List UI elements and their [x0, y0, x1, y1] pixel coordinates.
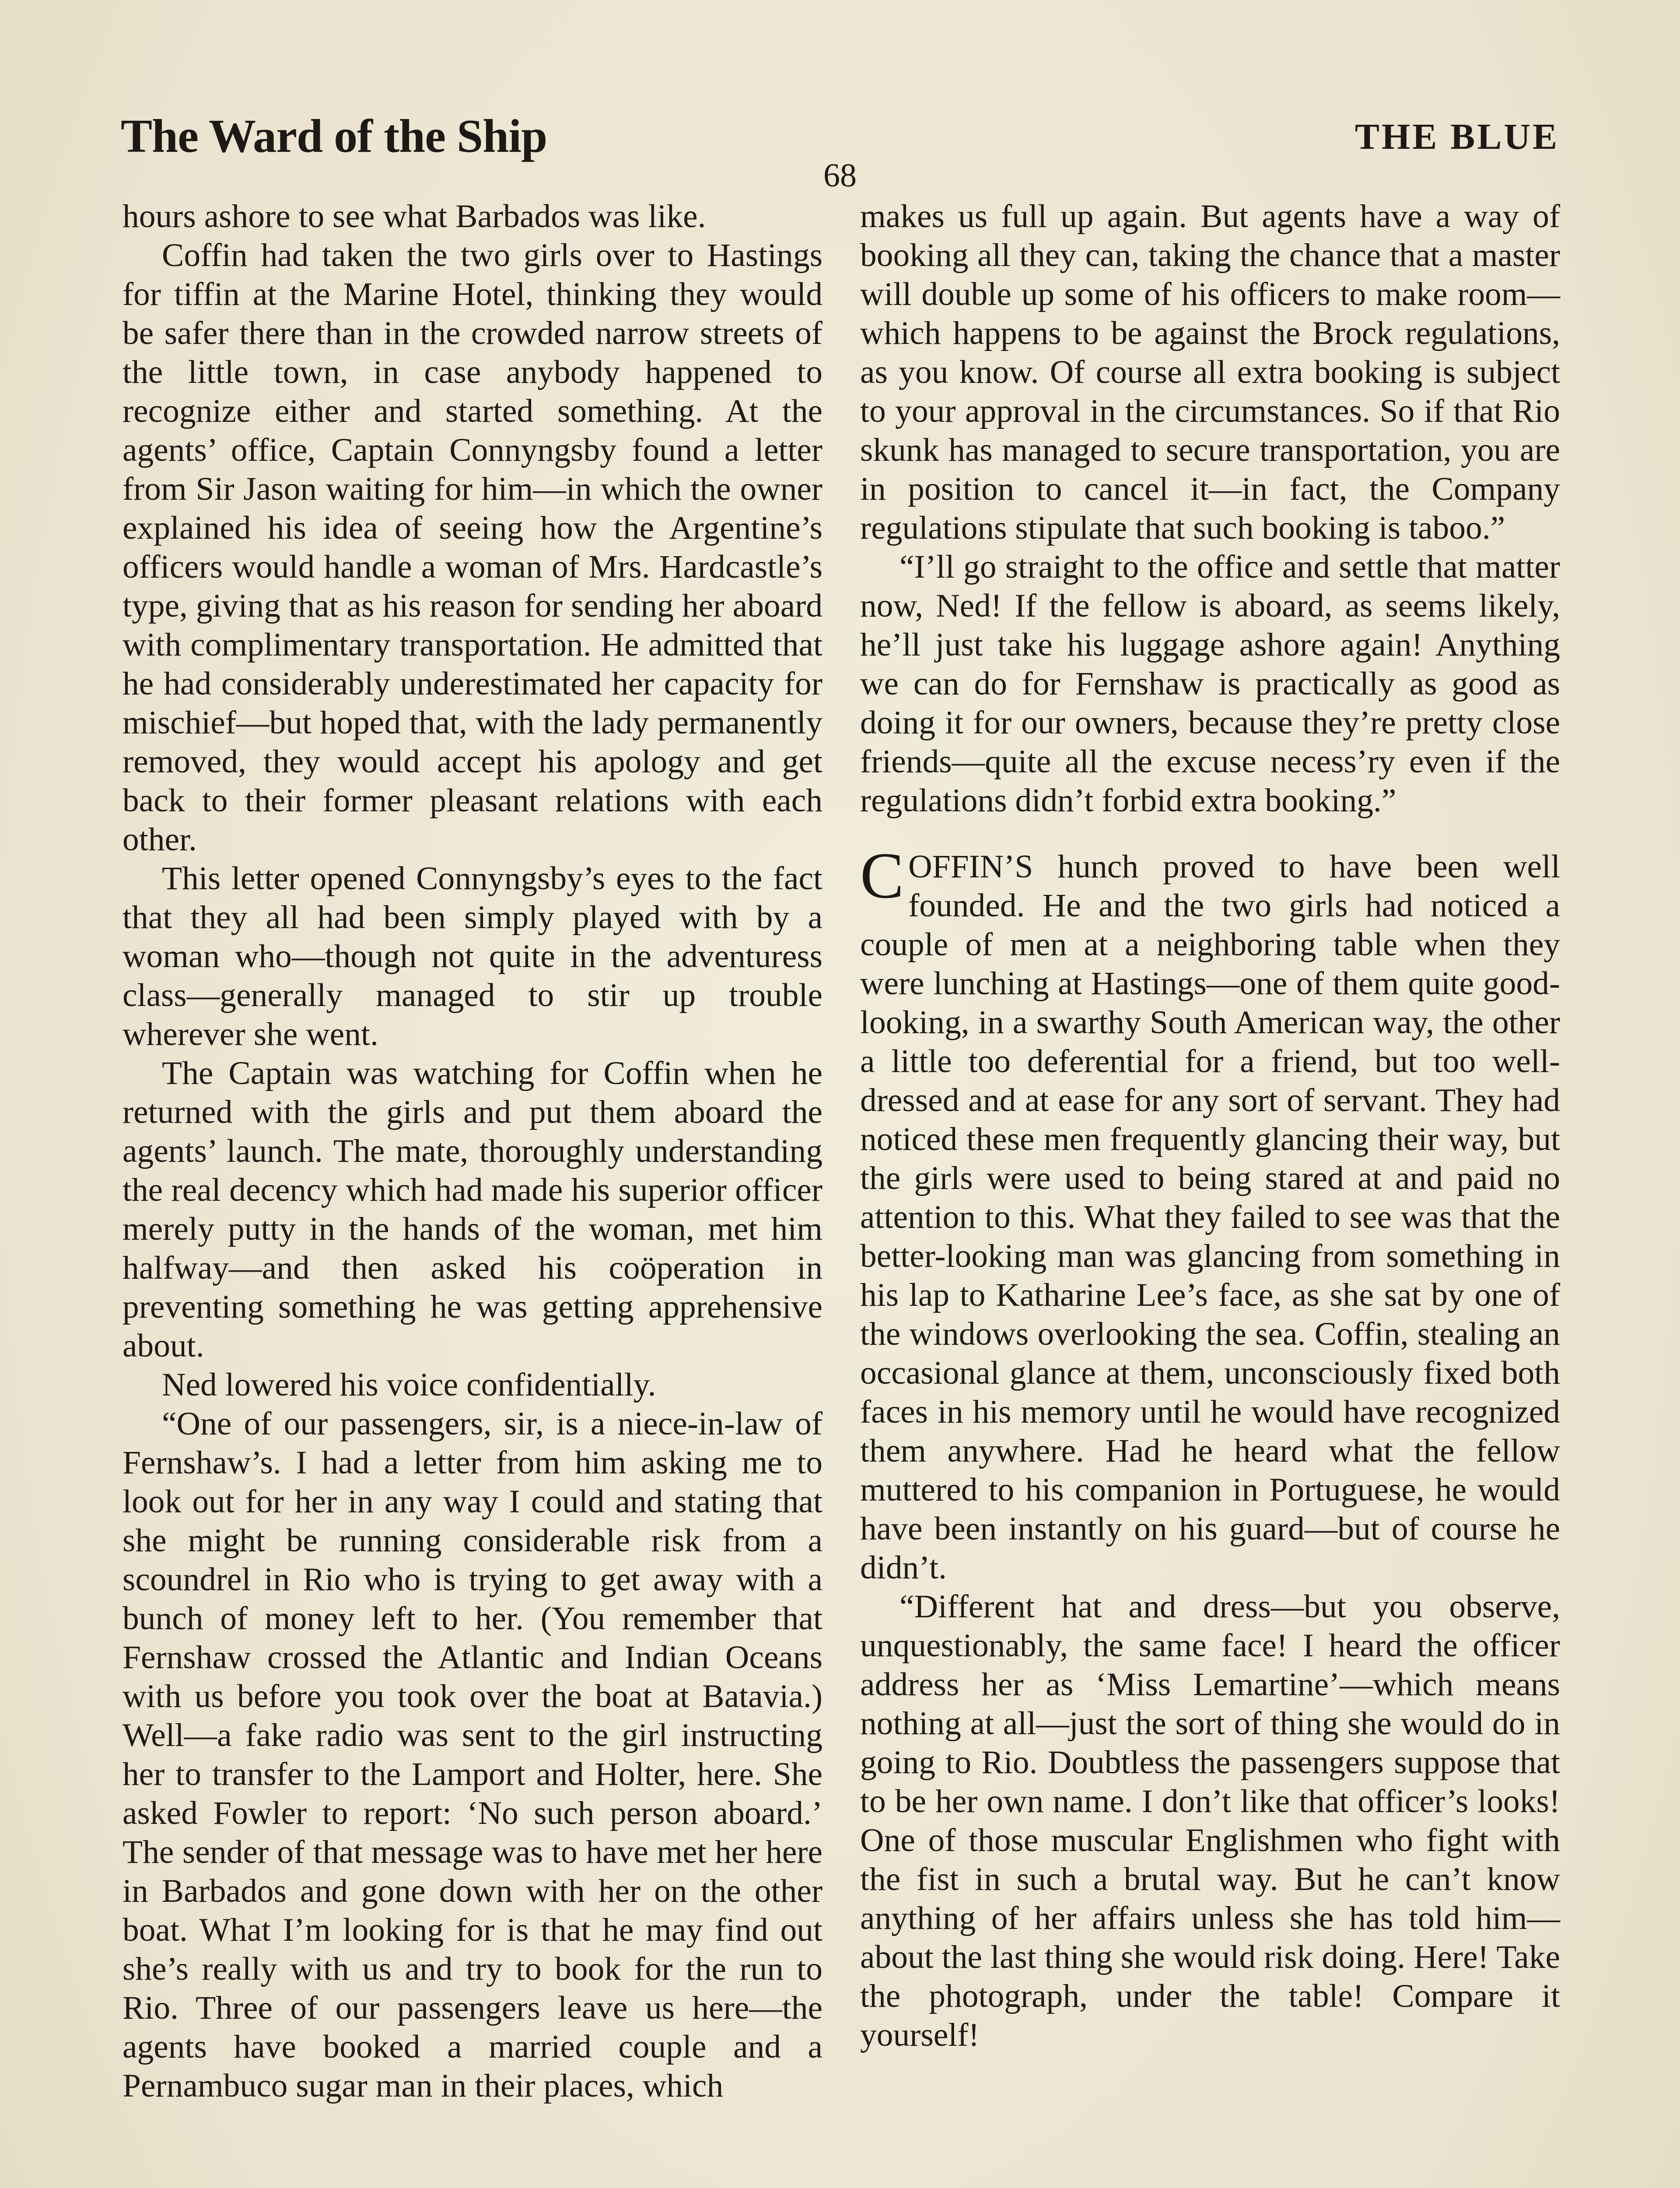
right-column — [860, 197, 1560, 2055]
paragraph: “I’ll go straight to the office and settle that matter now, Ned! If the fellow is aboard, as seems likely, he’ll just take his luggage ashore again! Anything we can do for Fernshaw is practically as good as doing it for our owners, because they’re pretty close friends—quite all the excuse necess’ry even if the regulations didn’t forbid extra booking.” — [860, 549, 1560, 819]
magazine-name: THE BLUE — [1354, 116, 1559, 157]
paragraph: hours ashore to see what Barbados was like. — [122, 198, 706, 235]
story-title: The Ward of the Ship — [121, 110, 547, 162]
paragraph-text: OFFIN’S hunch proved to have been well founded. He and the two girls had noticed a couple of men at a neighboring table when they were lunching at Hastings—one of them quite good-looking, in a swarthy South American way, the other a little too deferential for a friend, but too well-dressed and at ease for any sort of servant. They had noticed these men frequently glancing their way, but the girls were used to being stared at and paid no attention to this. What they failed to see was that the better-looking man was glancing from something in his lap to Katharine Lee’s face, as she sat by one of the windows overlooking the sea. Coffin, stealing an occasional glance at them, unconsciously fixed both faces in his memory until he would have recognized them anywhere. Had he heard what the fellow muttered to his companion in Portuguese, he would have been instantly on his guard—but of course he didn’t. — [860, 849, 1560, 1586]
paragraph: “One of our passengers, sir, is a niece-in-law of Fernshaw’s. I had a letter from him asking me to look out for her in any way I could and stating that she might be running considerable risk from a scoundrel in Rio who is trying to get away with a bunch of money left to her. (You remember that Fernshaw crossed the Atlantic and Indian Oceans with us before you took over the boat at Batavia.) Well—a fake radio was sent to the girl instructing her to transfer to the Lamport and Holter, here. She asked Fowler to report: ‘No such person aboard.’ The sender of that message was to have met her here in Barbados and gone down with her on the other boat. What I’m looking for is that he may find out she’s really with us and try to book for the run to Rio. Three of our passengers leave us here—the agents have booked a married couple and a Pernambuco sugar man in their places, which — [122, 1406, 822, 2104]
paragraph: makes us full up again. But agents have a way of booking all they can, taking the chance that a master will double up some of his officers to make room—which happens to be against the Brock regulations, as you know. Of course all extra booking is subject to your approval in the circumstances. So if that Rio skunk has managed to secure transportation, you are in position to cancel it—in fact, the Company regulations stipulate that such booking is taboo.” — [860, 198, 1560, 546]
page-number: 68 — [823, 157, 857, 194]
section-opening-paragraph — [860, 839, 1560, 1587]
drop-cap: C — [860, 839, 904, 912]
paragraph: Coffin had taken the two girls over to Hastings for tiffin at the Marine Hotel, thinking they would be safer there than in the crowded narrow streets of the little town, in case anybody happened to recognize either and started something. At the agents’ office, Captain Connyngsby found a letter from Sir Jason waiting for him—in which the owner explained his idea of seeing how the Argentine’s officers would handle a woman of Mrs. Hardcastle’s type, giving that as his reason for sending her aboard with complimentary transportation. He admitted that he had considerably underestimated her capacity for mischief—but hoped that, with the lady permanently removed, they would accept his apology and get back to their former pleasant relations with each other. — [122, 237, 822, 858]
paragraph: “Different hat and dress—but you observe, unquestionably, the same face! I heard the officer address her as ‘Miss Lemartine’—which means nothing at all—just the sort of thing she would do in going to Rio. Doubtless the passengers suppose that to be her own name. I don’t like that officer’s looks! One of those muscular Englishmen who fight with the fist in such a brutal way. But he can’t know anything of her affairs unless she has told him—about the last thing she would risk doing. Here! Take the photograph, under the table! Compare it yourself! — [860, 1588, 1560, 2053]
left-column — [122, 197, 822, 2105]
paragraph: Ned lowered his voice confidentially. — [162, 1367, 656, 1403]
paragraph: The Captain was watching for Coffin when he returned with the girls and put them aboard the agents’ launch. The mate, thoroughly understanding the real decency which had made his superior officer merely putty in the hands of the woman, met him halfway—and then asked his coöperation in preventing something he was getting apprehensive about. — [122, 1055, 822, 1364]
paragraph: This letter opened Connyngsby’s eyes to the fact that they all had been simply played with by a woman who—though not quite in the adventuress class—generally managed to stir up trouble wherever she went. — [122, 860, 822, 1052]
